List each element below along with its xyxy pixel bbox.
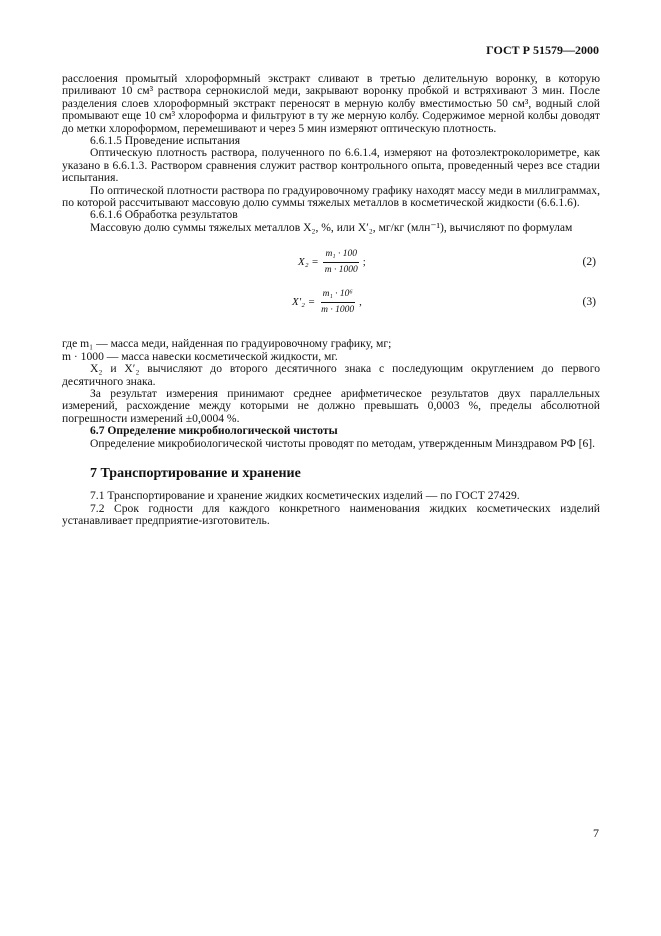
subsection-heading-6615: 6.6.1.5 Проведение испытания <box>90 134 241 148</box>
formula-3-lhs: X′₂ = <box>292 295 316 308</box>
paragraph-extraction: расслоения промытый хлороформный экстракт сливают в третью делительную воронку, в которую приливают 10 см³ раствора сернокислой меди, закрывают воронку пробкой и встряхивают 3 мин. После разделения слоев хлороформный экстракт переносят в мерную колбу вместимостью 50 см³, водный слой промывают еще 10 см³ хлороформа и фильтруют в ту же мерную колбу. Содержимое мерной колбы доводят до метки хлороформом, перемешивают и через 5 мин измеряют оптическую плотность. <box>62 72 600 135</box>
document-body <box>62 73 600 528</box>
formula-2-denominator: m · 1000 <box>324 264 358 275</box>
formula-2-number: (2) <box>582 255 596 269</box>
subsection-heading-67: 6.7 Определение микробиологической чистоты <box>90 424 338 438</box>
formula-2 <box>62 248 600 288</box>
paragraph-rounding: X₂ и X′₂ вычисляют до второго десятичного знака с последующим округлением до первого десятичного знака. <box>62 362 600 388</box>
formula-3-denominator: m · 1000 <box>321 304 355 315</box>
formula-3-numerator: m₁ · 10⁶ <box>321 288 355 302</box>
formula-3-number: (3) <box>582 295 596 309</box>
formula-2-lhs: X₂ = <box>298 255 319 268</box>
section-heading-7: 7 Транспортирование и хранение <box>90 465 301 481</box>
formula-2-fraction <box>323 248 360 276</box>
paragraph-7-2: 7.2 Срок годности для каждого конкретного наименования жидких косметических изделий устанавливает предприятие-изготовитель. <box>62 501 600 528</box>
formula-2-punct: ; <box>362 255 366 268</box>
formula-2-numerator: m₁ · 100 <box>323 248 359 262</box>
formula-3 <box>62 288 600 328</box>
subsection-heading-6616: 6.6.1.6 Обработка результатов <box>90 208 238 222</box>
legend-m1: где m₁ — масса меди, найденная по градуировочному графику, мг; <box>62 337 392 351</box>
page-number: 7 <box>593 826 599 840</box>
paragraph-microbiology: Определение микробиологической чистоты проводят по методам, утвержденным Минздравом РФ [6]. <box>90 436 596 450</box>
paragraph-optical-density: Оптическую плотность раствора, полученного по 6.6.1.4, измеряют на фотоэлектроколориметре, как указано в 6.6.1.3. Раствором сравнения служит раствор контрольного опыта, проведенный через все стадии испытания. <box>62 146 600 185</box>
paragraph-result: За результат измерения принимают среднее арифметическое результатов двух параллельных измерений, расхождение между которыми не должно превышать 0,0003 %, пределы абсолютной погрешности измерений ±0,0004 %. <box>62 386 600 425</box>
legend-m: m · 1000 — масса навески косметической жидкости, мг. <box>62 349 338 363</box>
formula-3-punct: , <box>359 295 362 308</box>
document-code-header: ГОСТ Р 51579—2000 <box>486 43 599 57</box>
paragraph-calibration: По оптической плотности раствора по градуировочному графику находят массу меди в миллиграммах, по которой рассчитывают массовую долю суммы тяжелых металлов в косметической жидкости (6.6.1.6). <box>62 183 600 210</box>
paragraph-7-1: 7.1 Транспортирование и хранение жидких косметических изделий — по ГОСТ 27429. <box>90 489 520 503</box>
formula-3-fraction <box>319 288 356 316</box>
paragraph-formula-intro: Массовую долю суммы тяжелых металлов X₂, %, или X′₂, мг/кг (млн⁻¹), вычисляют по формулам <box>90 220 573 234</box>
